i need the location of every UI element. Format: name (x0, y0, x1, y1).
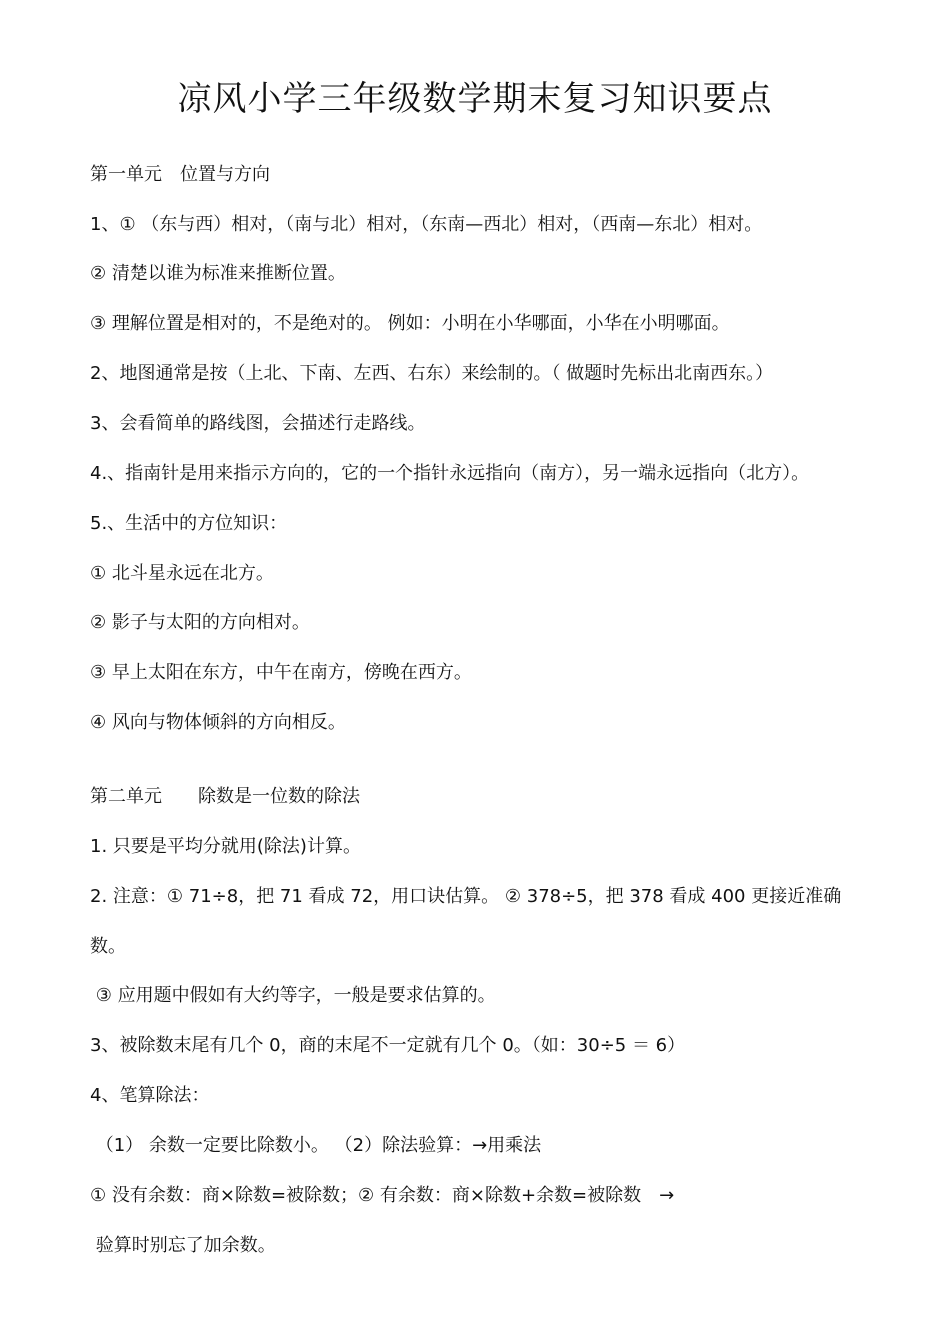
paragraph-line: 2、地图通常是按（上北、下南、左西、右东）来绘制的。（ 做题时先标出北南西东。） (90, 363, 774, 384)
paragraph-line: （1） 余数一定要比除数小。 （2）除法验算：→用乘法 (90, 1135, 542, 1156)
paragraph-line: ③ 应用题中假如有大约等字，一般是要求估算的。 (90, 985, 496, 1006)
paragraph-line: ② 影子与太阳的方向相对。 (90, 612, 310, 633)
unit-one-heading: 第一单元 位置与方向 (90, 164, 270, 185)
paragraph-line: ① 北斗星永远在北方。 (90, 563, 274, 584)
paragraph-line: ③ 理解位置是相对的，不是绝对的。 例如：小明在小华哪面，小华在小明哪面。 (90, 313, 730, 334)
paragraph-line: 5.、生活中的方位知识： (90, 513, 288, 534)
paragraph-line: 2. 注意：① 71÷8，把 71 看成 72，用口诀估算。 ② 378÷5，把 378 看成 400 更接近准确 (90, 886, 842, 907)
paragraph-line: 1、① （东与西）相对，（南与北）相对，（东南—西北）相对，（西南—东北）相对。 (90, 214, 763, 235)
paragraph-line: 4、笔算除法： (90, 1085, 210, 1106)
paragraph-line: ① 没有余数：商×除数=被除数；② 有余数：商×除数+余数=被除数 → (90, 1185, 675, 1206)
paragraph-line: ③ 早上太阳在东方，中午在南方，傍晚在西方。 (90, 662, 472, 683)
unit-two-heading: 第二单元 除数是一位数的除法 (90, 786, 360, 807)
document-title: 凉风小学三年级数学期末复习知识要点 (177, 79, 773, 119)
paragraph-line: ② 清楚以谁为标准来推断位置。 (90, 263, 346, 284)
paragraph-line: 3、会看简单的路线图，会描述行走路线。 (90, 413, 426, 434)
paragraph-line: 3、被除数末尾有几个 0，商的末尾不一定就有几个 0。（如：30÷5 ＝ 6） (90, 1035, 686, 1056)
paragraph-line: 1. 只要是平均分就用(除法)计算。 (90, 836, 361, 857)
paragraph-line: ④ 风向与物体倾斜的方向相反。 (90, 712, 346, 733)
paragraph-line: 验算时别忘了加余数。 (90, 1235, 276, 1256)
paragraph-line: 数。 (90, 936, 126, 957)
paragraph-line: 4.、指南针是用来指示方向的，它的一个指针永远指向（南方），另一端永远指向（北方）。 (90, 463, 810, 484)
